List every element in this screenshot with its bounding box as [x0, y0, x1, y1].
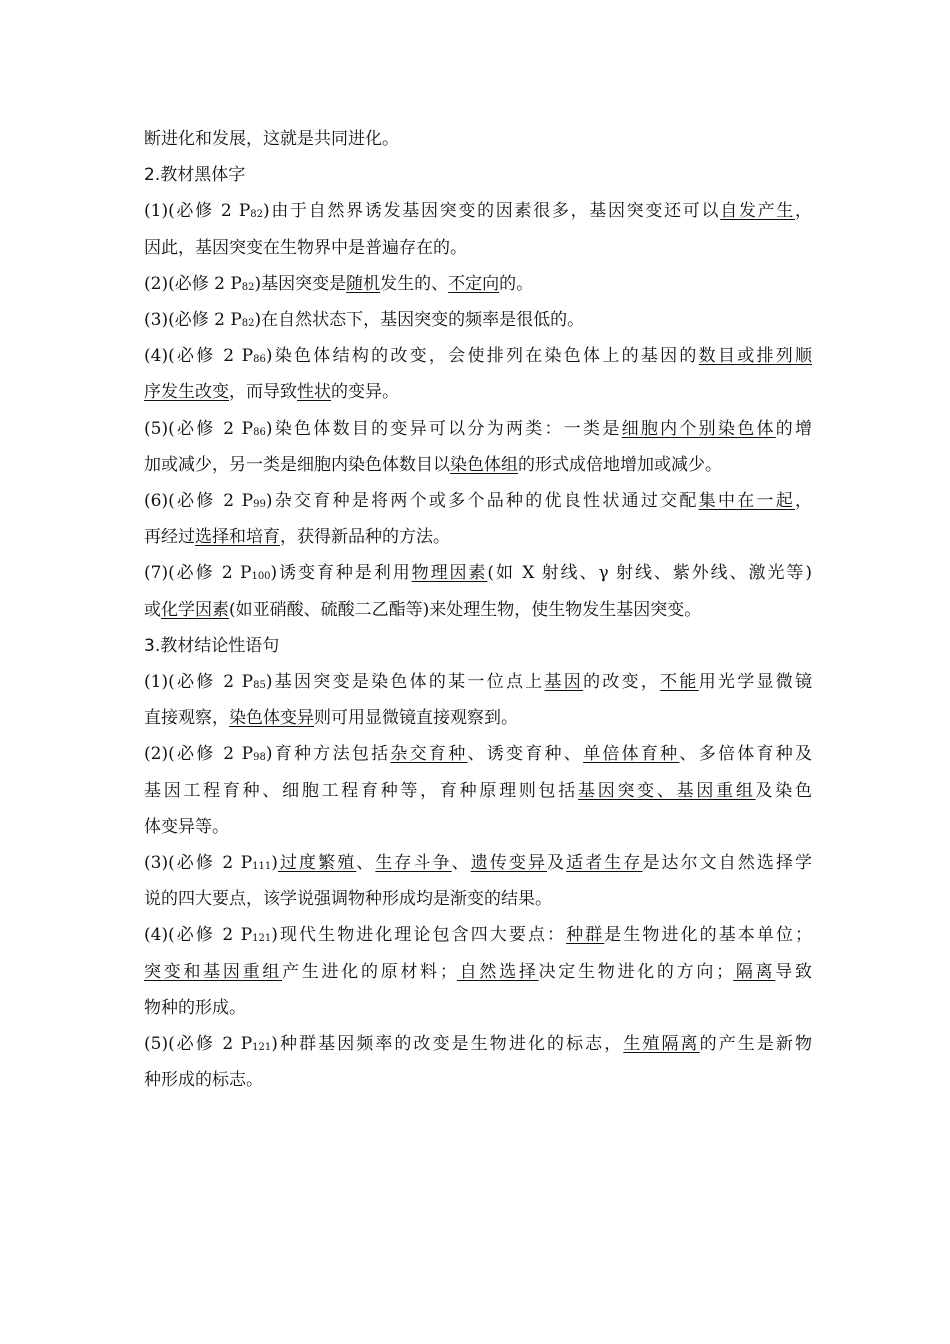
- item-ref-close: ): [265, 672, 273, 693]
- list-item: [144, 266, 812, 302]
- underlined-answer: 种群: [566, 925, 605, 946]
- text-segment: 、诱变育种、: [467, 744, 584, 765]
- list-item: [144, 917, 812, 1026]
- item-ref-close: ): [254, 310, 262, 331]
- text-segment: 导致: [775, 961, 812, 982]
- underlined-answer: 隔离: [733, 961, 776, 982]
- text-segment: 发生的、: [380, 273, 449, 294]
- text-line: [144, 736, 812, 772]
- text-segment: 由于自然界诱发基因突变的因素很多，基因突变还可以: [269, 201, 721, 222]
- page-number: 98: [253, 752, 266, 764]
- item-ref-prefix: (1)(必修 2 P: [144, 672, 254, 693]
- list-item: [144, 736, 812, 845]
- text-segment: 种形成的标志。: [144, 1070, 263, 1091]
- section-2-heading: 2.教材黑体字: [144, 165, 246, 186]
- item-ref: [144, 853, 278, 873]
- underlined-answer: 染色体变异: [229, 708, 314, 729]
- underlined-answer: 数目或排列顺: [698, 346, 812, 367]
- page-number: 111: [252, 861, 272, 873]
- underlined-answer: 基因突变、基因重组: [578, 780, 756, 801]
- item-ref-prefix: (5)(必修 2 P: [144, 1034, 253, 1055]
- page-number: 99: [253, 499, 266, 511]
- text-segment: 的增: [775, 418, 812, 439]
- underlined-answer: 化学因素: [161, 599, 229, 620]
- page-number: 85: [253, 680, 266, 692]
- page-number: 86: [253, 354, 266, 366]
- underlined-answer: 细胞内个别染色体: [621, 418, 776, 439]
- page-number: 121: [252, 1042, 272, 1054]
- text-segment: 体变异等。: [144, 816, 229, 837]
- item-ref-prefix: (4)(必修 2 P: [144, 925, 253, 946]
- text-line: [144, 411, 812, 447]
- text-segment: 产生进化的原材料；: [282, 961, 457, 982]
- text-segment: 及染色: [755, 780, 812, 801]
- text-line: [144, 809, 812, 845]
- item-ref-prefix: (2)(必修 2 P: [144, 273, 242, 294]
- item-ref: [144, 201, 270, 221]
- underlined-answer: 遗传变异: [470, 853, 548, 874]
- underlined-answer: 染色体组: [450, 454, 518, 475]
- text-segment: 直接观察，: [144, 708, 229, 729]
- page-number: 121: [252, 933, 272, 945]
- text-segment: 、多倍体育种及: [679, 744, 812, 765]
- text-segment: 因此，基因突变在生物界中是普遍存在的。: [144, 237, 467, 258]
- text-segment: 的。: [499, 273, 534, 294]
- item-ref-close: ): [270, 563, 278, 584]
- underlined-answer: 突变和基因重组: [144, 961, 283, 982]
- underlined-answer: 适者生存: [566, 853, 643, 874]
- text-line: [144, 447, 812, 483]
- item-ref: [144, 672, 273, 692]
- text-line: [144, 592, 812, 628]
- intro-line: 断进化和发展，这就是共同进化。: [144, 129, 399, 149]
- underlined-answer: 过度繁殖: [277, 853, 357, 874]
- item-ref: [144, 310, 261, 330]
- item-ref: [144, 1034, 278, 1054]
- text-segment: 是达尔文自然选择学: [642, 853, 812, 874]
- item-ref-prefix: (3)(必修 2 P: [144, 310, 242, 331]
- list-item: [144, 555, 812, 627]
- text-segment: 则可用显微镜直接观察到。: [314, 708, 518, 729]
- item-ref: [144, 419, 273, 439]
- text-segment: ，而导致: [229, 382, 297, 403]
- text-segment: 基因工程育种、细胞工程育种等，育种原理则包括: [144, 780, 578, 801]
- item-ref-prefix: (5)(必修 2 P: [144, 418, 254, 439]
- list-item: [144, 845, 812, 917]
- underlined-answer: 性状: [297, 382, 331, 403]
- text-line: [144, 193, 812, 229]
- list-item: [144, 1026, 812, 1098]
- item-ref-prefix: (6)(必修 2 P: [144, 491, 254, 512]
- item-ref-prefix: (2)(必修 2 P: [144, 744, 254, 765]
- text-segment: 或: [144, 599, 161, 620]
- item-ref: [144, 744, 273, 764]
- item-ref-close: ): [265, 346, 273, 367]
- text-line: [144, 990, 812, 1026]
- underlined-answer: 单倍体育种: [583, 744, 680, 765]
- item-ref: [144, 491, 273, 511]
- text-segment: 基因突变是染色体的某一位点上: [272, 672, 545, 693]
- item-ref-close: ): [265, 491, 273, 512]
- text-segment: 染色体数目的变异可以分为两类：一类是: [272, 418, 622, 439]
- underlined-answer: 杂交育种: [390, 744, 468, 765]
- underlined-answer: 生存斗争: [375, 853, 452, 874]
- text-segment: 的产生是新物: [699, 1034, 812, 1055]
- page-number: 82: [241, 318, 255, 330]
- underlined-answer: 自然选择: [456, 961, 539, 982]
- text-line: [144, 230, 812, 266]
- item-ref: [144, 563, 277, 583]
- underlined-answer: 选择和培育: [195, 527, 280, 548]
- text-segment: 说的四大要点，该学说强调物种形成均是渐变的结果。: [144, 889, 552, 910]
- text-segment: 杂交育种是将两个或多个品种的优良性状通过交配: [272, 491, 699, 512]
- text-line: [144, 954, 812, 990]
- text-line: [144, 917, 812, 953]
- page-number: 100: [251, 571, 271, 583]
- text-line: [144, 338, 812, 374]
- list-item: [144, 411, 812, 483]
- text-line: [144, 519, 812, 555]
- text-segment: 决定生物进化的方向；: [538, 961, 734, 982]
- text-line: [144, 773, 812, 809]
- underlined-answer: 物理因素: [411, 563, 488, 584]
- item-ref-close: ): [271, 925, 278, 946]
- section-3-heading: 3.教材结论性语句: [144, 635, 280, 656]
- list-item: [144, 483, 812, 555]
- text-segment: 现代生物进化理论包含四大要点：: [277, 925, 567, 946]
- text-line: [144, 555, 812, 591]
- text-segment: 加或减少，另一类是细胞内染色体数目以: [144, 454, 450, 475]
- underlined-answer: 随机: [346, 273, 381, 294]
- text-segment: 再经过: [144, 527, 195, 548]
- text-segment: (如亚硝酸、硫酸二乙酯等)来处理生物，使生物发生基因突变。: [229, 599, 702, 620]
- text-line: [144, 483, 812, 519]
- item-ref-close: ): [265, 744, 273, 765]
- item-ref: [144, 346, 273, 366]
- item-ref-prefix: (1)(必修 2 P: [144, 201, 251, 222]
- text-segment: 、: [451, 853, 471, 874]
- text-line: [144, 1026, 812, 1062]
- text-line: [144, 881, 812, 917]
- item-ref-close: ): [263, 201, 270, 222]
- item-ref: [144, 925, 278, 945]
- text-segment: 的形式成倍地增加或减少。: [518, 454, 722, 475]
- page-number: 86: [253, 426, 266, 438]
- text-segment: 及: [547, 853, 567, 874]
- item-ref-close: ): [265, 418, 273, 439]
- list-item: [144, 193, 812, 265]
- page-number: 82: [241, 281, 255, 293]
- item-ref-prefix: (3)(必修 2 P: [144, 853, 253, 874]
- text-segment: 的变异。: [331, 382, 399, 403]
- underlined-answer: 集中在一起: [698, 491, 796, 512]
- text-line: [144, 1062, 812, 1098]
- item-ref-prefix: (4)(必修 2 P: [144, 346, 254, 367]
- list-item: [144, 302, 812, 338]
- text-line: [144, 374, 812, 410]
- section-3-items: [144, 664, 812, 1098]
- underlined-answer: 不定向: [448, 273, 500, 294]
- item-ref-prefix: (7)(必修 2 P: [144, 563, 252, 584]
- underlined-answer: 序发生改变: [144, 382, 229, 403]
- text-segment: 种群基因频率的改变是生物进化的标志，: [277, 1034, 624, 1055]
- text-line: [144, 302, 812, 338]
- item-ref-close: ): [271, 1034, 278, 1055]
- text-segment: 基因突变是: [261, 273, 347, 294]
- underlined-answer: 自发产生: [720, 201, 795, 222]
- text-segment: 育种方法包括: [272, 744, 391, 765]
- text-line: [144, 266, 812, 302]
- text-segment: ，: [795, 491, 812, 512]
- text-segment: ，: [795, 201, 812, 222]
- text-segment: 在自然状态下，基因突变的频率是很低的。: [261, 310, 585, 331]
- text-segment: 、: [356, 853, 376, 874]
- text-segment: 诱变育种是利用: [277, 563, 412, 584]
- item-ref-close: ): [271, 853, 278, 874]
- item-ref: [144, 274, 261, 294]
- text-segment: 是生物进化的基本单位；: [604, 925, 812, 946]
- text-segment: 物种的形成。: [144, 997, 246, 1018]
- text-segment: ，获得新品种的方法。: [280, 527, 450, 548]
- text-line: [144, 700, 812, 736]
- list-item: [144, 664, 812, 736]
- text-segment: (如 X 射线、γ 射线、紫外线、激光等): [487, 563, 812, 584]
- text-segment: 的改变，: [583, 672, 661, 693]
- underlined-answer: 生殖隔离: [623, 1034, 700, 1055]
- underlined-answer: 不能: [660, 672, 699, 693]
- item-ref-close: ): [254, 273, 262, 294]
- page-number: 82: [250, 209, 264, 221]
- text-line: [144, 664, 812, 700]
- text-segment: 染色体结构的改变，会使排列在染色体上的基因的: [272, 346, 699, 367]
- section-2-items: [144, 193, 812, 627]
- list-item: [144, 338, 812, 410]
- text-line: [144, 845, 812, 881]
- text-segment: 用光学显微镜: [698, 672, 812, 693]
- underlined-answer: 基因: [544, 672, 584, 693]
